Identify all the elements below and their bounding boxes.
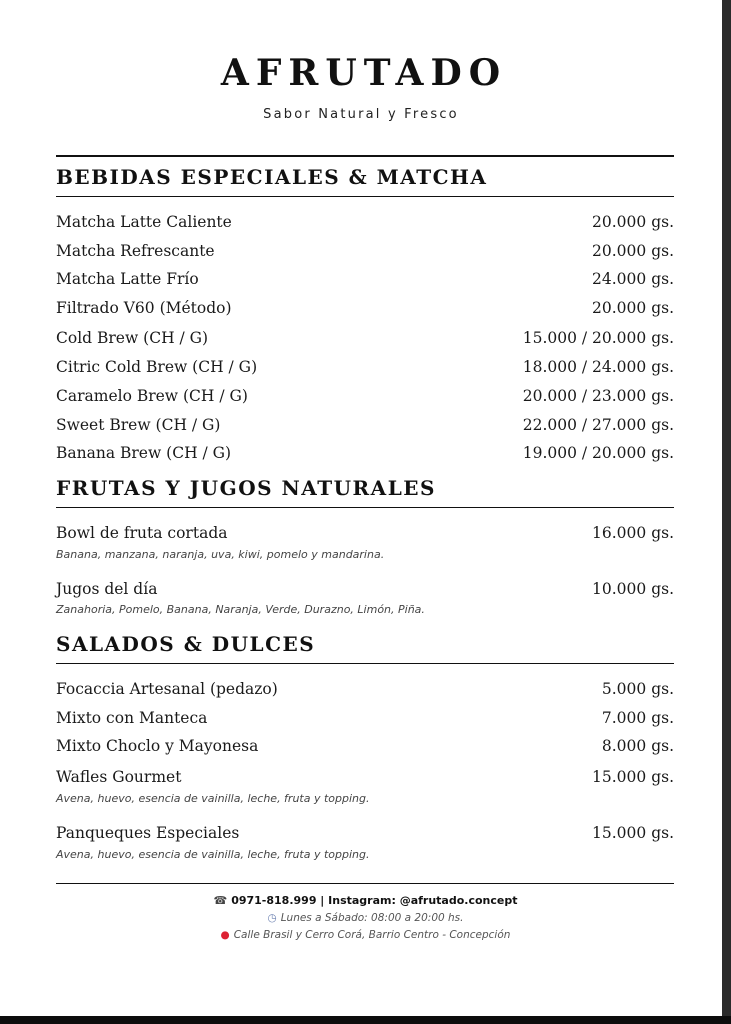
menu-item [56,678,674,700]
menu-item-price: 15.000 gs. [592,768,674,786]
section-title-salados: SALADOS & DULCES [56,632,316,656]
menu-item-name: Mixto Choclo y Mayonesa [56,737,259,755]
menu-item [56,414,674,436]
menu-item-description: Avena, huevo, esencia de vainilla, leche, fruta y topping. [56,848,370,861]
section-divider [56,663,674,664]
menu-item-name: Filtrado V60 (Método) [56,299,232,317]
menu-item-price: 20.000 gs. [592,299,674,317]
menu-item-price: 22.000 / 27.000 gs. [522,416,674,434]
menu-item [56,442,674,464]
page-edge-shadow [0,1016,731,1024]
brand-tagline: Sabor Natural y Fresco [263,107,459,122]
menu-item-name: Mixto con Manteca [56,709,208,727]
menu-item [56,211,674,233]
menu-item-name: Wafles Gourmet [56,768,182,786]
menu-item-name: Matcha Latte Caliente [56,213,232,231]
section-top-rule [56,155,674,157]
menu-item-description: Banana, manzana, naranja, uva, kiwi, pomelo y mandarina. [56,548,385,561]
map-pin-icon: ● [220,929,230,941]
menu-item [56,297,674,319]
menu-item [56,240,674,262]
menu-item-price: 8.000 gs. [601,737,674,755]
menu-item-price: 20.000 / 23.000 gs. [522,387,674,405]
menu-item-price: 19.000 / 20.000 gs. [522,444,674,462]
footer-address-text: Calle Brasil y Cerro Corá, Barrio Centro - Concepción [233,929,511,941]
menu-item [56,578,674,600]
menu-item-name: Matcha Latte Frío [56,270,199,288]
menu-item [56,385,674,407]
menu-item [56,822,674,844]
menu-item-price: 7.000 gs. [601,709,674,727]
menu-item-name: Focaccia Artesanal (pedazo) [56,680,278,698]
page-edge-shadow [722,0,731,1024]
footer-contact-text: 0971-818.999 | Instagram: @afrutado.concept [231,894,518,907]
menu-item-name: Bowl de fruta cortada [56,524,228,542]
menu-item [56,735,674,757]
menu-item-name: Banana Brew (CH / G) [56,444,232,462]
menu-item-name: Citric Cold Brew (CH / G) [56,358,258,376]
menu-item-price: 24.000 gs. [592,270,674,288]
menu-item [56,522,674,544]
section-title-frutas: FRUTAS Y JUGOS NATURALES [56,476,436,500]
clock-icon: ◷ [267,912,277,924]
menu-item-price: 18.000 / 24.000 gs. [522,358,674,376]
menu-item-price: 15.000 / 20.000 gs. [522,329,674,347]
section-title-bebidas: BEBIDAS ESPECIALES & MATCHA [56,165,488,189]
menu-item-price: 20.000 gs. [592,213,674,231]
menu-item-name: Cold Brew (CH / G) [56,329,209,347]
menu-item-price: 15.000 gs. [592,824,674,842]
footer-address [0,929,731,941]
menu-item-description: Zanahoria, Pomelo, Banana, Naranja, Verde, Durazno, Limón, Piña. [56,603,425,616]
menu-item-name: Caramelo Brew (CH / G) [56,387,248,405]
menu-item [56,356,674,378]
footer-hours [0,912,731,924]
brand-name: AFRUTADO [220,52,508,94]
menu-item-name: Sweet Brew (CH / G) [56,416,221,434]
menu-item-price: 20.000 gs. [592,242,674,260]
footer-rule [56,883,674,884]
menu-item-price: 5.000 gs. [601,680,674,698]
phone-icon: ☎ [213,894,228,907]
section-divider [56,507,674,508]
menu-item-name: Jugos del día [56,580,158,598]
menu-item-price: 10.000 gs. [592,580,674,598]
menu-item-description: Avena, huevo, esencia de vainilla, leche, fruta y topping. [56,792,370,805]
menu-item-name: Panqueques Especiales [56,824,240,842]
menu-item [56,327,674,349]
menu-item-price: 16.000 gs. [592,524,674,542]
footer-contact [0,894,731,907]
menu-item-name: Matcha Refrescante [56,242,215,260]
menu-item [56,268,674,290]
section-divider [56,196,674,197]
menu-item [56,766,674,788]
footer-hours-text: Lunes a Sábado: 08:00 a 20:00 hs. [280,912,464,924]
menu-item [56,707,674,729]
